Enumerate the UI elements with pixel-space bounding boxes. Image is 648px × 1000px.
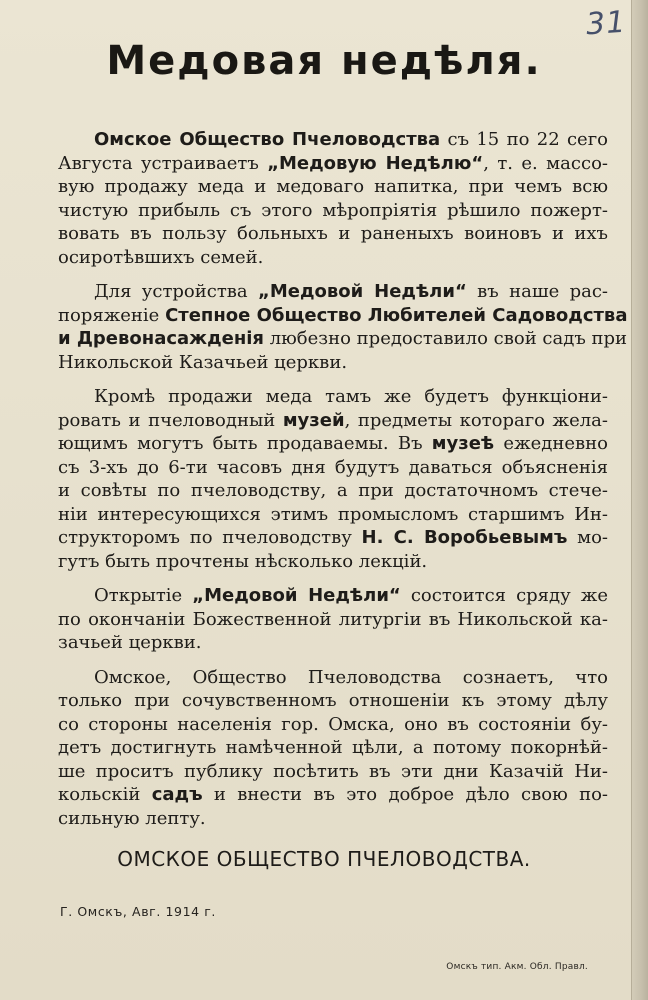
text-segment: ющимъ могутъ быть продаваемы. Въ (58, 433, 432, 454)
emphasis-text: „Медовую Недѣлю“ (267, 152, 484, 174)
text-line (58, 175, 608, 199)
text-line (58, 246, 608, 270)
paragraph-gap (58, 573, 608, 584)
emphasis-text: и Древонасажденія (58, 328, 264, 349)
paragraph-gap (58, 655, 608, 666)
emphasis-text: Н. С. Воробьевымъ (361, 527, 568, 548)
text-segment: любезно предоставило свой садъ при (263, 328, 628, 349)
paragraph (58, 128, 608, 269)
text-segment: детъ достигнуть намѣченной цѣли, а потому покорнѣй- (58, 737, 608, 758)
text-segment: Открытіе (94, 585, 193, 606)
text-line (58, 152, 608, 176)
text-line (58, 783, 608, 807)
text-line (58, 760, 608, 784)
text-line (58, 713, 608, 737)
text-segment: поряженіе (58, 304, 166, 326)
text-segment: Для устройства (94, 281, 259, 302)
emphasis-text: „Медовой Недѣли“ (192, 585, 401, 606)
text-line (58, 666, 608, 690)
text-segment: , предметы котораго жела- (344, 409, 608, 431)
text-segment: Никольской Казачьей церкви. (58, 351, 348, 373)
text-segment: зачьей церкви. (58, 632, 202, 653)
text-segment: осиротѣвшихъ семей. (58, 246, 264, 268)
text-segment: ровать и пчеловодный (58, 409, 283, 431)
emphasis-text: садъ (151, 784, 203, 805)
signature-line: ОМСКОЕ ОБЩЕСТВО ПЧЕЛОВОДСТВА. (117, 847, 531, 871)
text-line (58, 222, 608, 246)
text-line (58, 608, 608, 632)
text-segment: , т. е. массо- (483, 152, 608, 174)
text-line (58, 304, 628, 328)
document-body (58, 128, 628, 830)
text-line (58, 736, 608, 760)
text-line (58, 432, 608, 456)
text-segment: и внести въ это доброе дѣло свою по- (202, 784, 608, 805)
text-line (58, 327, 628, 351)
paragraph-gap (58, 374, 608, 385)
text-line (58, 280, 608, 304)
text-line (58, 689, 608, 713)
printer-imprint: Омскъ тип. Акм. Обл. Правл. (446, 962, 588, 972)
text-segment: структоромъ по пчеловодству (58, 527, 362, 548)
text-segment: съ 3-хъ до 6-ти часовъ дня будутъ даваться объясненія (58, 456, 608, 478)
text-line (58, 584, 608, 608)
text-line (58, 550, 608, 574)
text-line (58, 409, 608, 433)
text-segment: по окончаніи Божественной литургіи въ Никольской ка- (58, 608, 608, 630)
archive-number: 31 (584, 4, 628, 43)
text-segment: ежедневно (494, 433, 608, 454)
text-line (58, 807, 608, 831)
emphasis-text: Степное Общество Любителей Садоводства (165, 304, 628, 326)
text-segment: Кромѣ продажи меда тамъ же будетъ функціони- (94, 386, 608, 407)
text-segment: чистую прибыль съ этого мѣропріятія рѣшило пожерт- (58, 199, 608, 221)
text-line (58, 128, 608, 152)
text-segment: состоится сряду же (400, 585, 608, 606)
document-title: Медовая недѣля. (106, 38, 542, 84)
text-line (58, 503, 608, 527)
text-segment: мо- (567, 527, 608, 548)
emphasis-text: „Медовой Недѣли“ (258, 281, 467, 302)
text-segment: только при сочувственномъ отношеніи къ этому дѣлу (58, 690, 608, 711)
emphasis-text: Омское Общество Пчеловодства (94, 129, 441, 150)
text-segment: кольскій (58, 784, 152, 805)
place-date: Г. Омскъ, Авг. 1914 г. (60, 904, 216, 919)
text-segment: и совѣты по пчеловодству, а при достаточномъ стече- (58, 480, 608, 501)
text-line (58, 385, 608, 409)
text-segment: въ наше рас- (466, 281, 608, 302)
text-segment: вую продажу меда и медоваго напитка, при чемъ всю (58, 176, 608, 197)
text-line (58, 526, 608, 550)
text-line (58, 456, 608, 480)
paragraph (58, 280, 628, 374)
text-segment: Августа устраиваетъ (58, 152, 268, 174)
text-segment: Омское, Общество Пчеловодства сознаетъ, что (94, 666, 608, 688)
text-segment: гутъ быть прочтены нѣсколько лекцій. (58, 550, 428, 572)
paragraph (58, 666, 608, 831)
emphasis-text: музей (282, 409, 345, 431)
paragraph (58, 385, 608, 573)
text-line (58, 199, 608, 223)
text-segment: сильную лепту. (58, 807, 206, 829)
text-line (58, 479, 608, 503)
emphasis-text: музеѣ (431, 433, 495, 454)
text-line (58, 631, 608, 655)
text-segment: съ 15 по 22 сего (440, 129, 608, 150)
text-segment: ше проситъ публику посѣтить въ эти дни Казачій Ни- (58, 760, 608, 782)
text-line (58, 351, 608, 375)
text-segment: ніи интересующихся этимъ промысломъ старшимъ Ин- (58, 503, 608, 525)
text-segment: вовать въ пользу больныхъ и раненыхъ воиновъ и ихъ (58, 223, 608, 244)
paragraph (58, 584, 608, 655)
paragraph-gap (58, 269, 608, 280)
text-segment: со стороны населенія гор. Омска, оно въ состояніи бу- (58, 713, 608, 735)
